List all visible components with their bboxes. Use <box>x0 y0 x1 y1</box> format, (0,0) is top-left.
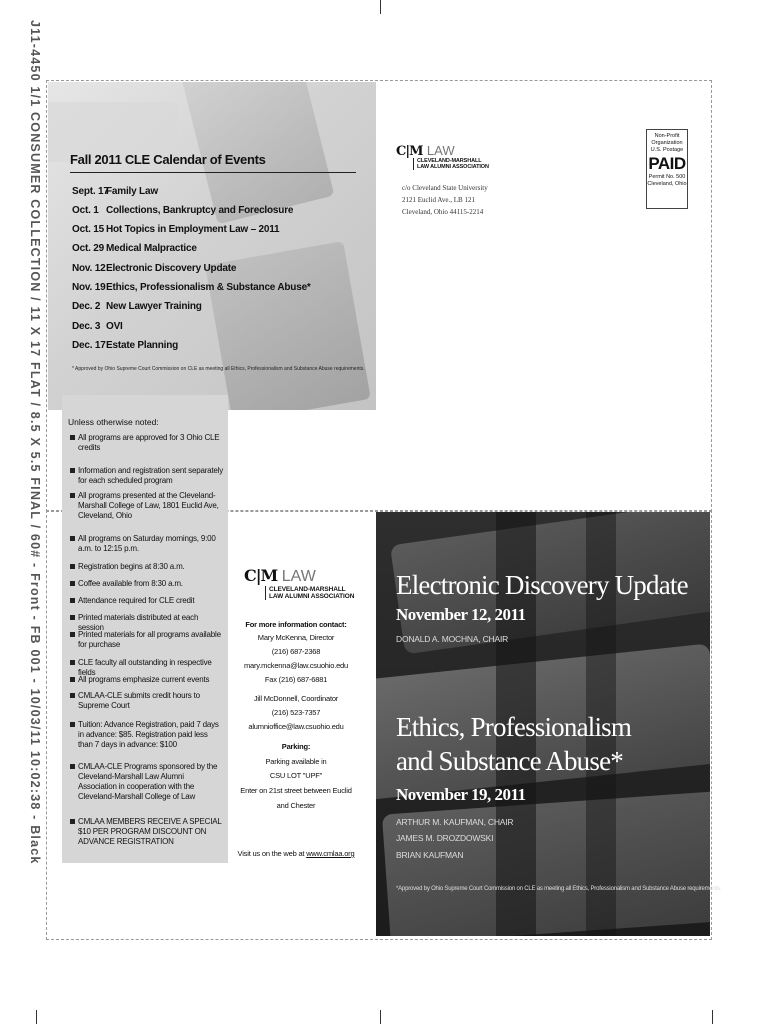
note-text: Printed materials distributed at each session <box>78 613 199 632</box>
note-text: Attendance required for CLE credit <box>78 596 195 605</box>
bullet-square-icon <box>70 764 75 769</box>
note-item <box>78 675 224 685</box>
note-text: All programs are approved for 3 Ohio CLE credits <box>78 433 220 452</box>
crop-mark-bottom-1 <box>36 1010 37 1024</box>
logo-law-word: LAW <box>281 568 316 585</box>
feature-footnote: *Approved by Ohio Supreme Court Commission on CLE as meeting all Ethics, Professionalism and Substance Abuse requirements. <box>396 886 722 892</box>
parking-heading: Parking: <box>281 742 311 751</box>
parking-line: CSU LOT "UPF" <box>269 771 323 780</box>
postage-indicia <box>646 129 688 209</box>
bullet-square-icon <box>70 693 75 698</box>
note-item <box>78 720 224 750</box>
note-item <box>78 562 224 572</box>
parking-line: Enter on 21st street between Euclid <box>240 786 352 795</box>
event-date: Nov. 12 <box>72 263 106 274</box>
note-text: CLE faculty all outstanding in respective fields <box>78 658 212 677</box>
note-item <box>78 630 224 650</box>
feature-date-2: November 19, 2011 <box>396 785 526 804</box>
postage-paid: PAID <box>648 154 686 173</box>
note-item <box>78 491 224 521</box>
note-item <box>78 762 224 802</box>
note-text: CMLAA-CLE submits credit hours to Supreme Court <box>78 691 200 710</box>
event-name: Electronic Discovery Update <box>106 263 237 274</box>
bullet-square-icon <box>70 536 75 541</box>
note-item <box>78 534 224 554</box>
note-item <box>78 817 224 847</box>
event-name: Estate Planning <box>106 340 179 351</box>
bullet-square-icon <box>70 632 75 637</box>
bullet-square-icon <box>70 819 75 824</box>
website-link[interactable]: www.cmlaa.org <box>306 849 355 858</box>
note-text: Registration begins at 8:30 a.m. <box>78 562 185 571</box>
bullet-square-icon <box>70 435 75 440</box>
logo-line-2: LAW ALUMNI ASSOCIATION <box>417 164 489 170</box>
note-text: Tuition: Advance Registration, paid 7 days in advance: $85. Registration paid less than 7 days in advance: $100 <box>78 720 219 749</box>
note-text: All programs on Saturday mornings, 9:00 a.m. to 12:15 p.m. <box>78 534 216 553</box>
alumni-logo-center <box>244 566 364 600</box>
event-date: Dec. 3 <box>72 321 101 332</box>
contact-fax: Fax (216) 687-6881 <box>264 675 328 684</box>
note-text: Coffee available from 8:30 a.m. <box>78 579 183 588</box>
notes-heading: Unless otherwise noted: <box>68 417 159 427</box>
print-slug <box>28 20 46 900</box>
parking-line: Parking available in <box>265 757 327 766</box>
event-date: Nov. 19 <box>72 282 106 293</box>
bullet-square-icon <box>70 493 75 498</box>
crop-mark-bottom-2 <box>380 1010 381 1024</box>
contact-email-2[interactable]: alumnioffice@law.csuohio.edu <box>248 722 344 731</box>
logo-line-1: CLEVELAND-MARSHALL <box>417 158 482 164</box>
bullet-square-icon <box>70 468 75 473</box>
calendar-footnote: * Approved by Ohio Supreme Court Commission on CLE as meeting all Ethics, Professionalism and Substance Abuse requirements. <box>72 366 365 372</box>
logo-cm-mark: C|M <box>244 566 278 585</box>
crop-mark-top <box>380 0 381 14</box>
feature-person: BRIAN KAUFMAN <box>396 850 464 860</box>
note-item <box>78 596 224 606</box>
feature-person: JAMES M. DROZDOWSKI <box>396 833 494 843</box>
bullet-square-icon <box>70 615 75 620</box>
event-name: OVI <box>106 321 123 332</box>
event-date: Oct. 1 <box>72 205 99 216</box>
note-item <box>78 691 224 711</box>
return-address-2: 2121 Euclid Ave., LB 121 <box>402 196 475 204</box>
bullet-square-icon <box>70 660 75 665</box>
logo-law-word: LAW <box>426 143 455 158</box>
calendar-title: Fall 2011 CLE Calendar of Events <box>70 152 266 167</box>
contact-name-2: Jill McDonnell, Coordinator <box>253 694 339 703</box>
alumni-logo-mailing <box>396 142 516 170</box>
contact-name-1: Mary McKenna, Director <box>257 633 335 642</box>
note-item <box>78 579 224 589</box>
book-spine-image <box>382 790 710 936</box>
feature-title-1: Electronic Discovery Update <box>396 570 688 600</box>
event-name: New Lawyer Training <box>106 301 202 312</box>
event-date: Dec. 17 <box>72 340 106 351</box>
event-name: Collections, Bankruptcy and Foreclosure <box>106 205 294 216</box>
event-name: Ethics, Professionalism & Substance Abuse* <box>106 282 311 293</box>
note-item <box>78 433 224 453</box>
note-text: Information and registration sent separately for each scheduled program <box>78 466 224 485</box>
feature-title-2a: Ethics, Professionalism <box>396 712 632 742</box>
bullet-square-icon <box>70 598 75 603</box>
bullet-square-icon <box>70 677 75 682</box>
postage-line: Organization <box>651 140 683 146</box>
return-address-1: c/o Cleveland State University <box>402 184 488 192</box>
parking-line: and Chester <box>276 801 316 810</box>
event-date: Oct. 15 <box>72 224 104 235</box>
calendar-title-rule <box>70 172 356 173</box>
permit-line: Permit No. 500 <box>648 174 686 180</box>
note-text: All programs presented at the Cleveland-Marshall College of Law, 1801 Euclid Ave, Cleveland, Ohio <box>78 491 219 520</box>
event-name: Family Law <box>106 186 158 197</box>
note-text: Printed materials for all programs available for purchase <box>78 630 221 649</box>
event-date: Dec. 2 <box>72 301 101 312</box>
event-name: Medical Malpractice <box>106 243 197 254</box>
note-text: CMLAA MEMBERS RECEIVE A SPECIAL $10 PER PROGRAM DISCOUNT ON ADVANCE REGISTRATION <box>78 817 222 846</box>
contact-heading: For more information contact: <box>245 620 347 629</box>
bullet-square-icon <box>70 564 75 569</box>
return-address-3: Cleveland, Ohio 44115-2214 <box>402 208 484 216</box>
event-date: Sept. 17 <box>72 186 109 197</box>
event-date: Oct. 29 <box>72 243 104 254</box>
postage-line: Non-Profit <box>654 133 680 139</box>
logo-cm-mark: C|M <box>396 144 423 159</box>
website-line <box>232 849 360 860</box>
website-prefix: Visit us on the web at <box>237 849 307 858</box>
crop-mark-bottom-3 <box>712 1010 713 1024</box>
note-text: All programs emphasize current events <box>78 675 210 684</box>
postage-line: U.S. Postage <box>650 147 684 153</box>
contact-phone-1: (216) 687-2368 <box>271 647 321 656</box>
contact-phone-2: (216) 523-7357 <box>271 708 321 717</box>
print-slug-text: J11-4450 1/1 CONSUMER COLLECTION / 11 X 17 FLAT / 8.5 X 5.5 FINAL / 60# - Front - FB 001 - 10/03/11 10:02:38 - Black <box>28 20 42 865</box>
feature-title-2b: and Substance Abuse* <box>396 746 623 776</box>
feature-person: ARTHUR M. KAUFMAN, CHAIR <box>396 817 514 827</box>
bullet-square-icon <box>70 722 75 727</box>
note-text: CMLAA-CLE Programs sponsored by the Cleveland-Marshall Law Alumni Association in cooperation with the Cleveland-Marshall College of Law <box>78 762 218 801</box>
logo-line-1: CLEVELAND-MARSHALL <box>269 586 346 593</box>
permit-line: Cleveland, Ohio <box>647 181 687 187</box>
feature-date-1: November 12, 2011 <box>396 605 526 624</box>
note-item <box>78 466 224 486</box>
event-name: Hot Topics in Employment Law – 2011 <box>106 224 280 235</box>
bullet-square-icon <box>70 581 75 586</box>
contact-email-1[interactable]: mary.mckenna@law.csuohio.edu <box>243 661 348 670</box>
logo-line-2: LAW ALUMNI ASSOCIATION <box>269 593 355 600</box>
feature-chair-1: DONALD A. MOCHNA, CHAIR <box>396 634 509 644</box>
